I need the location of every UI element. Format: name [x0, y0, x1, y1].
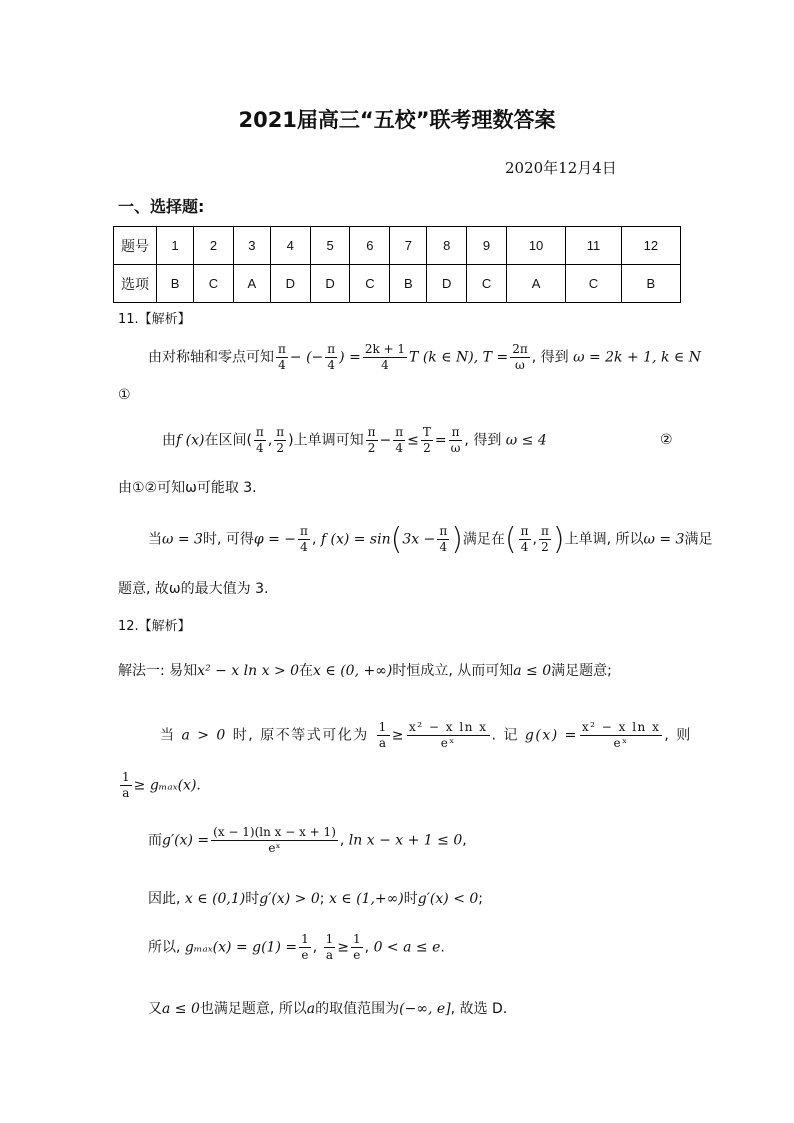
math: g′(x) =: [162, 832, 210, 849]
math: T (k ∈ N), T =: [409, 349, 509, 366]
fraction: [366, 425, 378, 456]
math: ln x − x + 1 ≤ 0: [348, 832, 463, 849]
q11-mark1: ①: [118, 387, 131, 403]
math: a ≤ 0: [162, 1001, 200, 1017]
math: ≥: [337, 939, 350, 956]
text: 时, 可得: [202, 531, 254, 548]
text: ;: [319, 891, 325, 907]
denominator: 4: [381, 358, 389, 372]
fraction: [120, 770, 132, 801]
fraction: [421, 425, 433, 456]
q12-line6: [148, 932, 445, 963]
q12-line1: [118, 660, 612, 680]
math: (−∞, e]: [399, 1001, 451, 1017]
numerator: 1: [301, 932, 309, 946]
math: x² − x ln x > 0: [197, 663, 300, 679]
text: 时, 原不等式可化为: [232, 727, 369, 744]
q11-label: 11.【解析】: [118, 312, 191, 327]
text: 当: [160, 727, 176, 744]
fraction: [393, 425, 405, 456]
denominator: 4: [520, 540, 529, 554]
text: , 则: [664, 727, 692, 744]
text: , 得到: [464, 432, 502, 449]
math: f (x) = sin: [320, 531, 391, 548]
fraction: [299, 932, 311, 963]
denominator: eˣ: [613, 736, 629, 750]
denominator: eˣ: [268, 841, 281, 855]
table-cell: D: [427, 265, 467, 303]
table-cell: 10: [506, 227, 565, 265]
math: g′(x) < 0: [417, 891, 479, 907]
math: 0 < a ≤ e: [373, 939, 441, 956]
table-cell: 12: [621, 227, 680, 265]
q11-mark2: ②: [660, 432, 673, 448]
text: .: [440, 939, 445, 956]
fraction: [254, 425, 266, 456]
fraction: [276, 342, 288, 373]
numerator: π: [278, 342, 286, 356]
exam-date: 2020年12月4日: [505, 159, 617, 177]
text: 上单调, 所以: [564, 531, 644, 548]
numerator: 1: [325, 932, 334, 946]
table-cell: C: [194, 265, 234, 303]
numerator: π: [276, 425, 285, 439]
denominator: a: [325, 948, 334, 962]
math: gₘₐₓ(x) = g(1) =: [184, 939, 298, 956]
row-header-number: 题号: [114, 227, 157, 265]
text: , 故选 D.: [450, 1001, 508, 1017]
fraction: [580, 720, 663, 751]
table-row: [114, 227, 681, 265]
fraction: [519, 524, 531, 555]
math: − (−: [289, 349, 324, 366]
denominator: 2: [423, 441, 431, 455]
text: 所以,: [148, 939, 181, 956]
table-cell: 7: [390, 227, 427, 265]
text: , 得到: [531, 349, 569, 366]
text: ,: [311, 531, 317, 548]
q12-line3: [118, 770, 201, 801]
numerator: π: [449, 425, 463, 441]
denominator: ω: [450, 441, 461, 455]
math: ω = 2k + 1, k ∈ N: [573, 349, 701, 366]
q11-line5: 题意, 故ω的最大值为 3.: [118, 581, 269, 597]
text: 解法一: 易知: [118, 663, 198, 679]
q11-line2: 由f (x)在区间( $\frac{\pi}{4}$ , $\frac{\pi}{2}$ )上单调可知 $\frac{\pi}{2}$ − $\frac{\pi}{4}$ ≤ $\frac{T}{2}$ = $\frac{\pi}{\omega}$ , 得到 ω ≤ 4: [162, 425, 547, 455]
math: 3x −: [402, 531, 436, 548]
text: 因此,: [148, 891, 181, 907]
denominator: 2: [276, 441, 285, 455]
denominator: 2: [541, 540, 549, 554]
table-cell: A: [506, 265, 565, 303]
denominator: 4: [439, 540, 448, 554]
text: )上单调可知: [288, 432, 364, 449]
math: a ≤ 0: [513, 663, 552, 679]
text: 也满足题意, 所以: [199, 1001, 307, 1017]
text: 满足题意;: [551, 663, 612, 679]
table-cell: C: [350, 265, 390, 303]
q11-line1: [148, 342, 701, 373]
text: ,: [364, 939, 370, 956]
denominator: a: [122, 786, 130, 800]
text: 时: [403, 891, 418, 907]
numerator: (x − 1)(ln x − x + 1): [213, 825, 336, 839]
denominator: e: [353, 948, 361, 962]
text: 满足在: [462, 531, 505, 548]
denominator: 2: [367, 441, 376, 455]
fraction: [211, 825, 338, 856]
numerator: π: [520, 524, 529, 538]
text: 时恒成立, 从而可知: [392, 663, 514, 679]
denominator: 4: [327, 358, 336, 372]
numerator: x² − x ln x: [409, 720, 488, 734]
table-cell: 9: [467, 227, 507, 265]
numerator: 1: [353, 932, 361, 946]
math: φ = −: [253, 531, 297, 548]
numerator: π: [439, 524, 448, 538]
math: ω ≤ 4: [505, 432, 547, 449]
answer-table: [113, 226, 681, 303]
fraction: [539, 524, 551, 555]
denominator: 4: [395, 441, 404, 455]
numerator: x² − x ln x: [581, 720, 661, 734]
denominator: ω: [515, 358, 525, 372]
numerator: π: [327, 342, 336, 356]
fraction: [363, 342, 407, 373]
fraction: [351, 932, 363, 963]
numerator: 1: [122, 770, 130, 784]
table-cell: 5: [310, 227, 350, 265]
math: f (x): [176, 432, 205, 449]
fraction: [325, 342, 337, 373]
text: 的取值范围为: [315, 1001, 400, 1017]
fraction: [437, 524, 449, 555]
table-row: [114, 265, 681, 303]
text: ,: [339, 832, 345, 849]
numerator: π: [255, 425, 264, 439]
text: 满足: [684, 531, 713, 548]
math: ω = 3: [643, 531, 685, 548]
math: ≥: [391, 727, 406, 744]
denominator: 4: [256, 441, 264, 455]
fraction: [449, 425, 463, 456]
table-cell: 1: [157, 227, 194, 265]
numerator: 2k + 1: [364, 342, 406, 356]
q11-line3: 由①②可知ω可能取 3.: [118, 480, 257, 496]
section-heading: 一、选择题:: [118, 197, 205, 216]
text: 在区间(: [204, 432, 252, 449]
math: x ∈ (1,+∞): [328, 891, 404, 907]
numerator: T: [422, 425, 431, 439]
math: x ∈ (0,1): [184, 891, 246, 907]
text: 在: [299, 663, 314, 679]
text: ;: [478, 891, 483, 907]
denominator: a: [378, 736, 388, 750]
table-cell: 4: [270, 227, 310, 265]
table-cell: 3: [233, 227, 270, 265]
numerator: 2π: [512, 342, 528, 356]
math: g′(x) > 0: [259, 891, 320, 907]
math: a: [306, 1001, 316, 1017]
table-cell: D: [270, 265, 310, 303]
denominator: e: [301, 948, 309, 962]
table-cell: 6: [350, 227, 390, 265]
table-cell: 2: [194, 227, 234, 265]
text: 由对称轴和零点可知: [148, 349, 274, 366]
table-cell: A: [233, 265, 270, 303]
fraction: [377, 720, 390, 751]
text: 而: [148, 832, 162, 849]
q12-line7: [148, 998, 507, 1018]
numerator: π: [540, 524, 549, 538]
math: ) =: [339, 349, 361, 366]
text: 又: [148, 1001, 162, 1017]
math: x ∈ (0, +∞): [313, 663, 393, 679]
table-cell: B: [390, 265, 427, 303]
math: a > 0: [181, 727, 227, 744]
table-cell: C: [467, 265, 507, 303]
text: . 记: [491, 727, 519, 744]
text: 当: [148, 531, 162, 548]
text: 由: [162, 432, 176, 449]
row-header-answer: 选项: [114, 265, 157, 303]
math: ≥ gₘₐₓ(x).: [133, 777, 201, 794]
fraction: [274, 425, 286, 456]
denominator: 4: [278, 358, 286, 372]
text: ,: [312, 939, 318, 956]
table-cell: C: [566, 265, 622, 303]
q12-label: 12.【解析】: [118, 619, 191, 634]
denominator: eˣ: [440, 736, 456, 750]
math: ω = 3: [162, 531, 203, 548]
table-cell: D: [310, 265, 350, 303]
q12-line4: [148, 825, 467, 856]
page-title: 2021届高三“五校”联考理数答案: [238, 108, 556, 132]
table-cell: B: [621, 265, 680, 303]
text: 时: [245, 891, 260, 907]
q11-line4: 当ω = 3时, 可得φ = − $\frac{\pi}{4}$ , f (x) = sin(3x − $\frac{\pi}{4}$ )满足在( $\frac{\pi}{4}$ , $\frac{\pi}{2}$ )上单调, 所以ω = 3满足: [148, 522, 713, 557]
numerator: 1: [378, 720, 388, 734]
math: g(x) =: [524, 727, 578, 744]
table-cell: 8: [427, 227, 467, 265]
numerator: π: [367, 425, 376, 439]
fraction: [324, 932, 336, 963]
numerator: π: [300, 524, 308, 538]
q12-line5: [148, 888, 483, 908]
denominator: 4: [300, 540, 308, 554]
fraction: [298, 524, 310, 555]
table-cell: 11: [566, 227, 622, 265]
fraction: [510, 342, 530, 373]
fraction: [407, 720, 490, 751]
table-cell: B: [157, 265, 194, 303]
q12-line2: [160, 720, 692, 751]
text: ,: [462, 832, 467, 849]
numerator: π: [395, 425, 404, 439]
